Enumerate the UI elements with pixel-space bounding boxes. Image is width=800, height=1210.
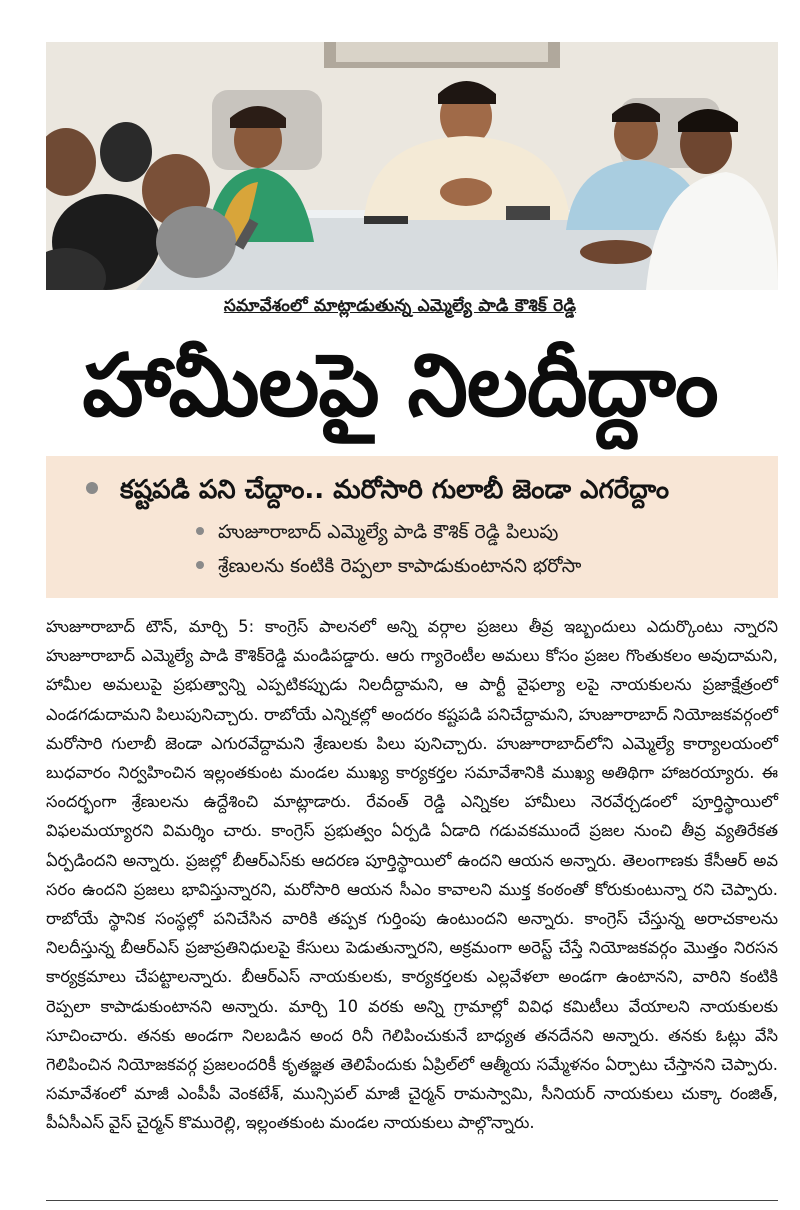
subhead-line-2-text: శ్రేణులను కంటికి రెప్పలా కాపాడుకుంటానని భరోసా xyxy=(218,555,582,577)
meeting-photo xyxy=(46,42,778,290)
article-body: హుజూరాబాద్ టౌన్, మార్చి 5: కాంగ్రెస్ పాలనలో అన్ని వర్గాల ప్రజలు తీవ్ర ఇబ్బందులు ఎదుర్కొంటు న్నారని హుజూరాబాద్ ఎమ్మెల్యే పాడి కౌశిక్‌రెడ్డి మండిపడ్డారు. ఆరు గ్యారెంటీల అమలు కోసం ప్రజల గొంతుకలం అవుదామని, హామీల అమలుపై ప్రభుత్వాన్ని ఎప్పటికప్పుడు నిలదీద్దామని, ఆ పార్టీ వైఫల్యా లపై నాయకులను ప్రజాక్షేత్రంలో ఎండగడుదామని పిలుపునిచ్చారు. రాబోయే ఎన్నికల్లో అందరం కష్టపడి పనిచేద్దామని, హుజూరాబాద్ నియోజకవర్గంలో మరోసారి గులాబీ జెండా ఎగురవేద్దామని శ్రేణులకు పిలు పునిచ్చారు. హుజూరాబాద్‌లోని ఎమ్మెల్యే కార్యాలయంలో బుధవారం నిర్వహించిన ఇల్లంతకుంట మండల ముఖ్య కార్యకర్తల సమావేశానికి ముఖ్య అతిథిగా హాజరయ్యారు. ఈ సందర్భంగా శ్రేణులను ఉద్దేశించి మాట్లాడారు. రేవంత్ రెడ్డి ఎన్నికల హామీలు నెరవేర్చడంలో పూర్తిస్థాయిలో విఫలమయ్యారని విమర్శిం చారు. కాంగ్రెస్ ప్రభుత్వం ఏర్పడి ఏడాది గడువకముందే ప్రజల నుంచి తీవ్ర వ్యతిరేకత ఏర్పడిందని అన్నారు. ప్రజల్లో బీఆర్ఎస్‌కు ఆదరణ పూర్తిస్థాయిలో ఉందని ఆయన అన్నారు. తెలంగాణకు కేసీఆర్ అవ సరం ఉందని ప్రజలు భావిస్తున్నారని, మరోసారి ఆయన సీఎం కావాలని ముక్త కంఠంతో కోరుకుంటున్నా రని చెప్పారు. రాబోయే స్థానిక సంస్థల్లో పనిచేసిన వారికి తప్పక గుర్తింపు ఉంటుందని అన్నారు. కాంగ్రెస్ చేస్తున్న అరాచకాలను నిలదీస్తున్న బీఆర్ఎస్ ప్రజాప్రతినిధులపై కేసులు పెడుతున్నారని, అక్రమంగా అరెస్ట్ చేస్తే నియోజకవర్గం మొత్తం నిరసన కార్యక్రమాలు చేపట్టాలన్నారు. బీఆర్ఎస్ నాయకులకు, కార్యకర్తలకు ఎల్లవేళలా అండగా ఉంటానని, వారిని కంటికి రెప్పలా కాపాడుకుంటానని అన్నారు. మార్చి 10 వరకు అన్ని గ్రామాల్లో వివిధ కమిటీలు వేయాలని నాయకులకు సూచించారు. తనకు అండగా నిలబడిన అంద రినీ గెలిపించుకునే బాధ్యత తనదేనని అన్నారు. తనకు ఓట్లు వేసి గెలిపించిన నియోజకవర్గ ప్రజలందరికీ కృతజ్ఞత తెలిపేందుకు ఏప్రిల్‌లో ఆత్మీయ సమ్మేళనం ఏర్పాటు చేస్తానని చెప్పారు. సమావేశంలో మాజీ ఎంపీపీ వెంకటేశ్, మున్సిపల్ మాజీ చైర్మన్ రామస్వామి, సీనియర్ నాయకులు చుక్కా రంజిత్, పీఏసీఎస్ వైస్ చైర్మన్ కొమురెల్లి, ఇల్లంతకుంట మండల నాయకులు పాల్గొన్నారు. xyxy=(46,617,779,1133)
subhead-line-1-text: హుజూరాబాద్ ఎమ్మెల్యే పాడి కౌశిక్ రెడ్డి పిలుపు xyxy=(218,521,559,543)
subhead-line-1 xyxy=(196,518,558,546)
bottom-rule xyxy=(46,1200,778,1201)
subhead-line-2 xyxy=(196,552,581,580)
headline: హామీలపై నిలదీద్దాం xyxy=(82,336,718,436)
subhead-main-text: కష్టపడి పని చేద్దాం.. మరోసారి గులాబీ జెండా ఎగరేద్దాం xyxy=(120,475,670,505)
bullet-icon xyxy=(196,561,204,569)
bullet-icon xyxy=(196,527,204,535)
subheads-box xyxy=(46,456,778,598)
subhead-main xyxy=(86,470,766,510)
photo-caption: సమావేశంలో మాట్లాడుతున్న ఎమ్మెల్యే పాడి కౌశిక్ రెడ్డి xyxy=(223,296,577,316)
meeting-photo-illustration xyxy=(46,42,778,290)
bullet-icon xyxy=(86,482,98,494)
